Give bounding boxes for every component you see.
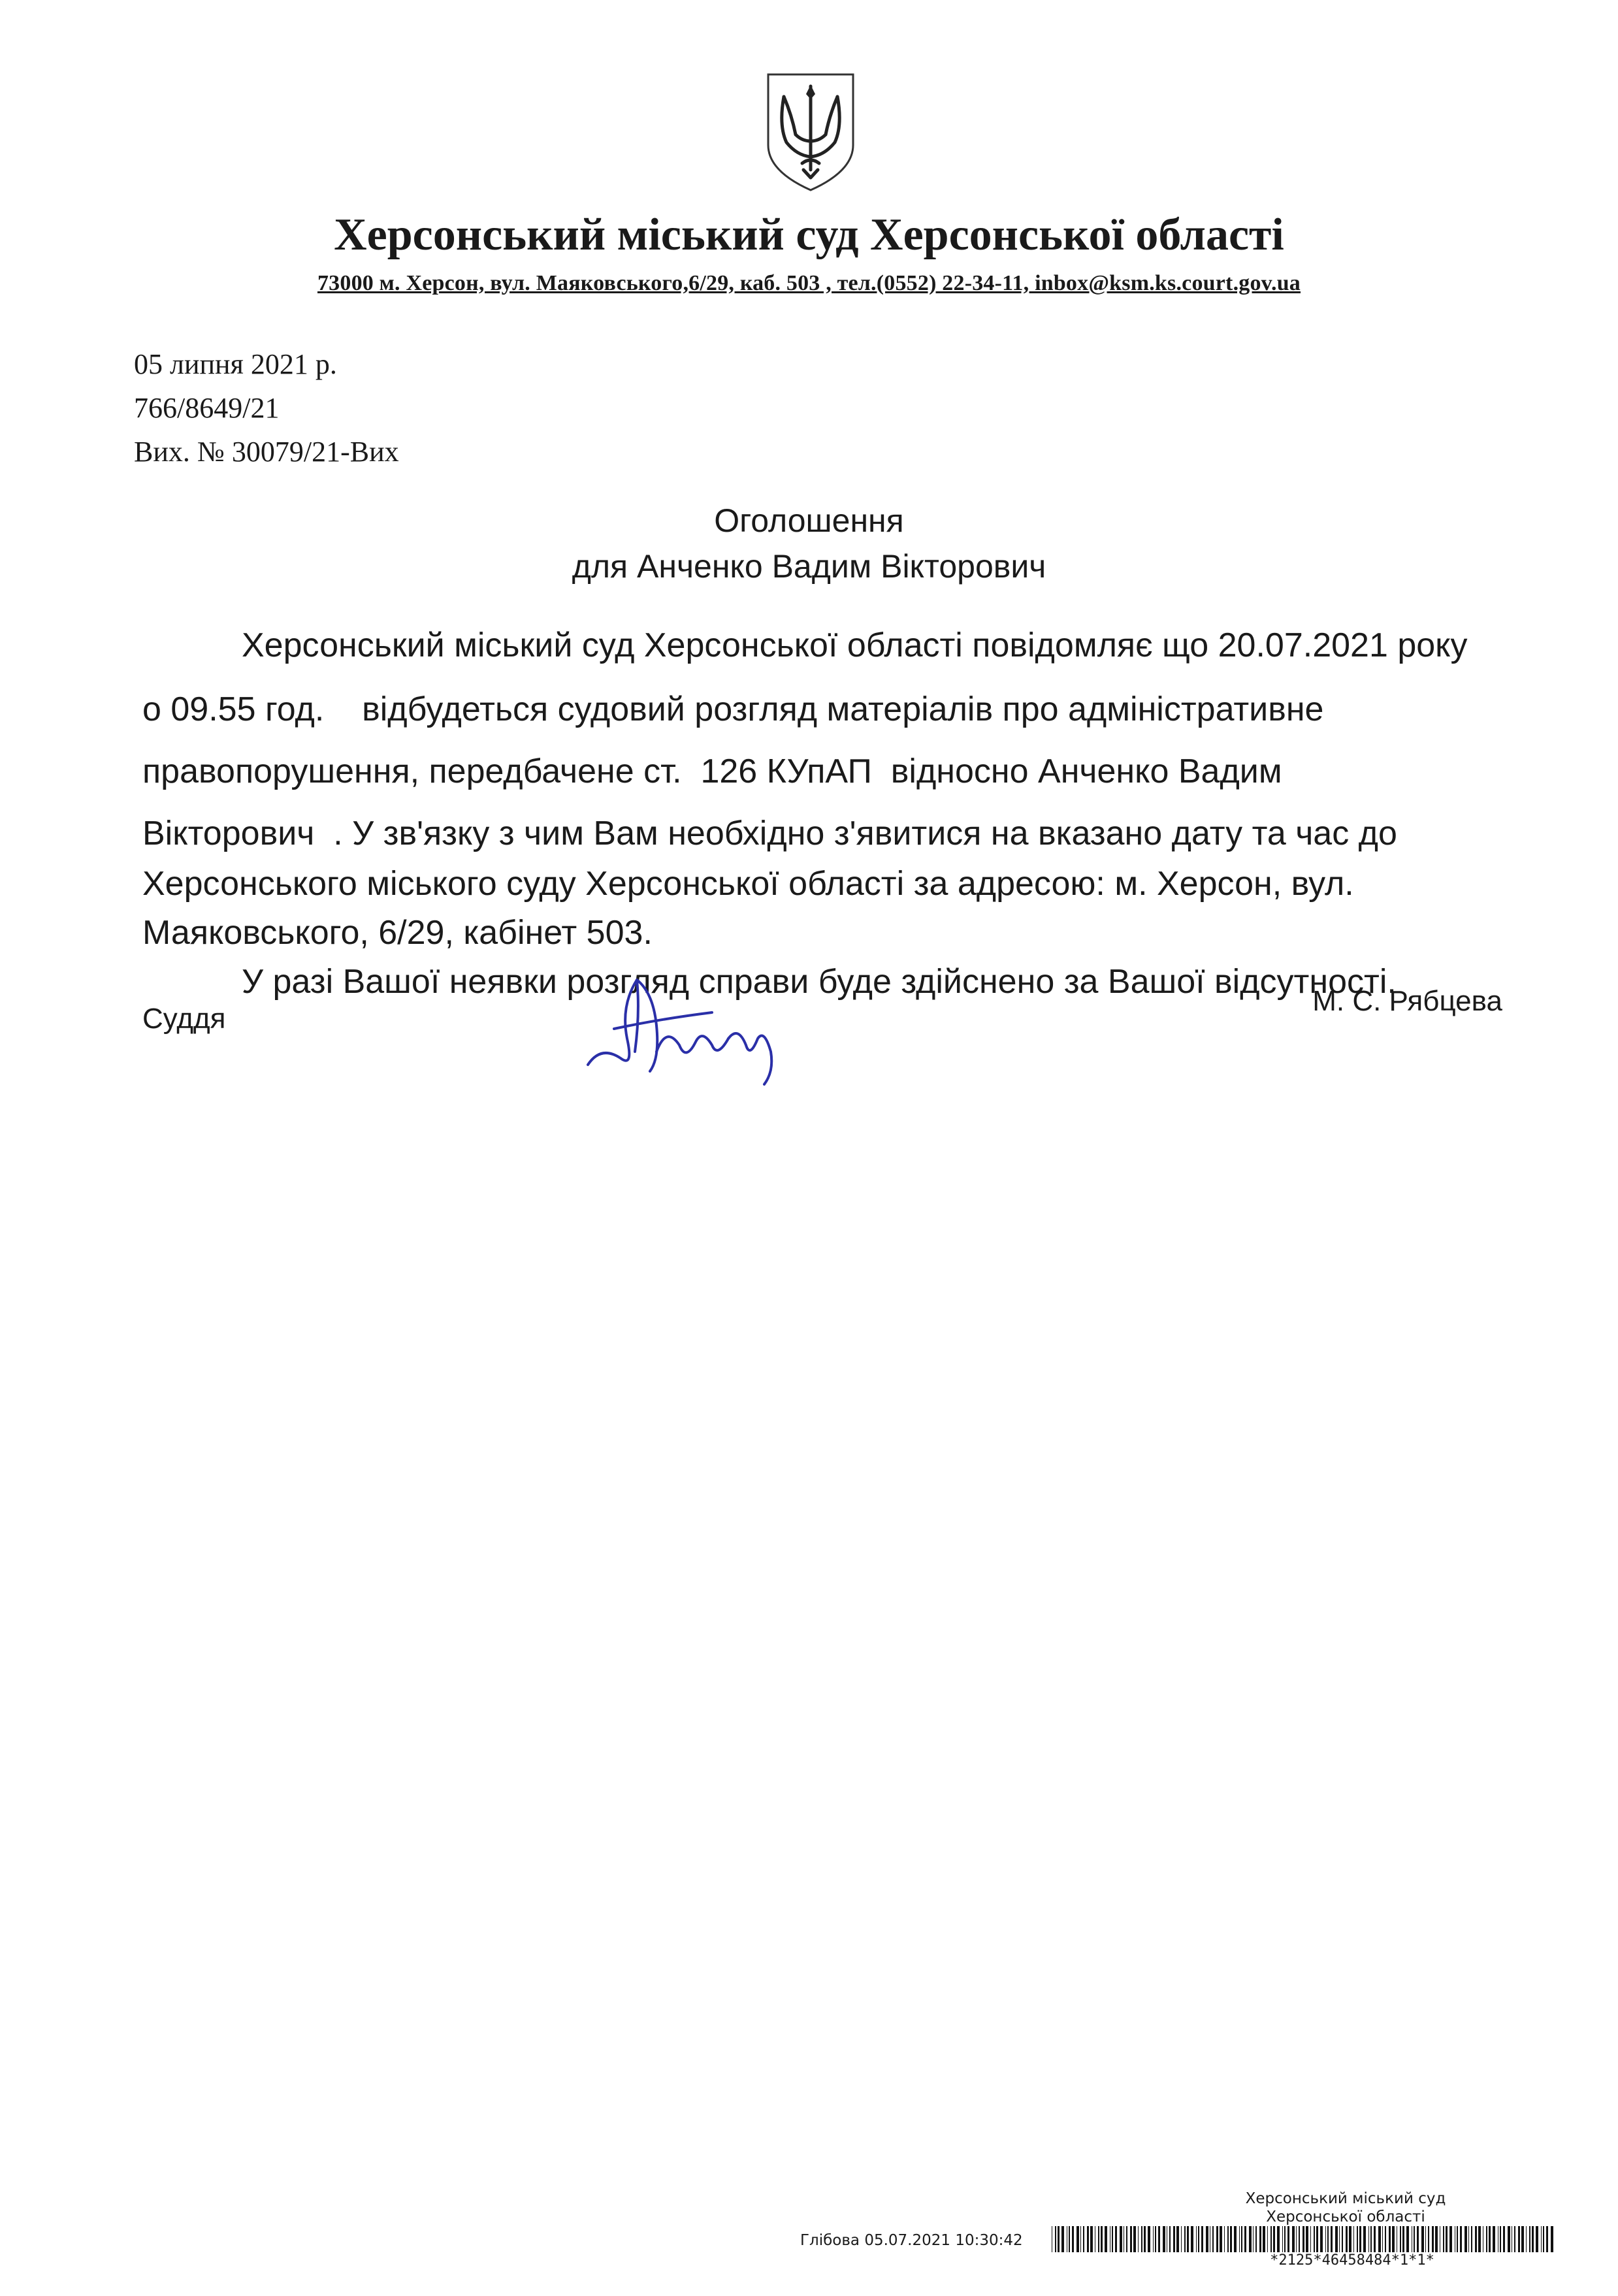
court-address: 73000 м. Херсон, вул. Маяковського,6/29, каб. 503 , тел.(0552) 22-34-11, inbox@ksm.ks.court.gov.ua [317, 271, 1301, 295]
outgoing-number: Вих. № 30079/21-Вих [134, 436, 399, 468]
barcode-icon [1052, 2226, 1555, 2252]
stamp-organization-line: Херсонський міський суд [1245, 2190, 1446, 2207]
body-line: Херсонського міського суду Херсонської області за адресою: м. Херсон, вул. [142, 865, 1354, 903]
case-number: 766/8649/21 [134, 392, 280, 424]
barcode-text: *2125*46458484*1*1* [1270, 2252, 1434, 2269]
stamp-organization-line: Херсонської області [1266, 2208, 1425, 2225]
notice-recipient: для Анченко Вадим Вікторович [572, 548, 1046, 585]
document-date: 05 липня 2021 р. [134, 348, 337, 380]
body-line: правопорушення, передбачене ст. 126 КУпАП відносно Анченко Вадим [142, 752, 1282, 790]
stamp-operator-datetime: Глібова 05.07.2021 10:30:42 [800, 2232, 1023, 2249]
court-name-heading: Херсонський міський суд Херсонської області [334, 210, 1284, 260]
judge-name: М. С. Рябцева [1312, 985, 1502, 1017]
body-line: Вікторович . У зв'язку з чим Вам необхідно з'явитися на вказано дату та час до [142, 815, 1397, 852]
body-line: о 09.55 год. відбудеться судовий розгляд матеріалів про адміністративне [142, 690, 1324, 728]
trident-emblem-icon [764, 72, 857, 193]
body-line: Херсонський міський суд Херсонської області повідомляє що 20.07.2021 року [242, 626, 1468, 664]
handwritten-signature [575, 967, 790, 1091]
notice-title: Оголошення [714, 502, 904, 539]
body-line: У разі Вашої неявки розгляд справи буде здійснено за Вашої відсутності. [242, 963, 1397, 1001]
signature-role-label: Суддя [142, 1003, 226, 1035]
body-line: Маяковського, 6/29, кабінет 503. [142, 914, 653, 952]
